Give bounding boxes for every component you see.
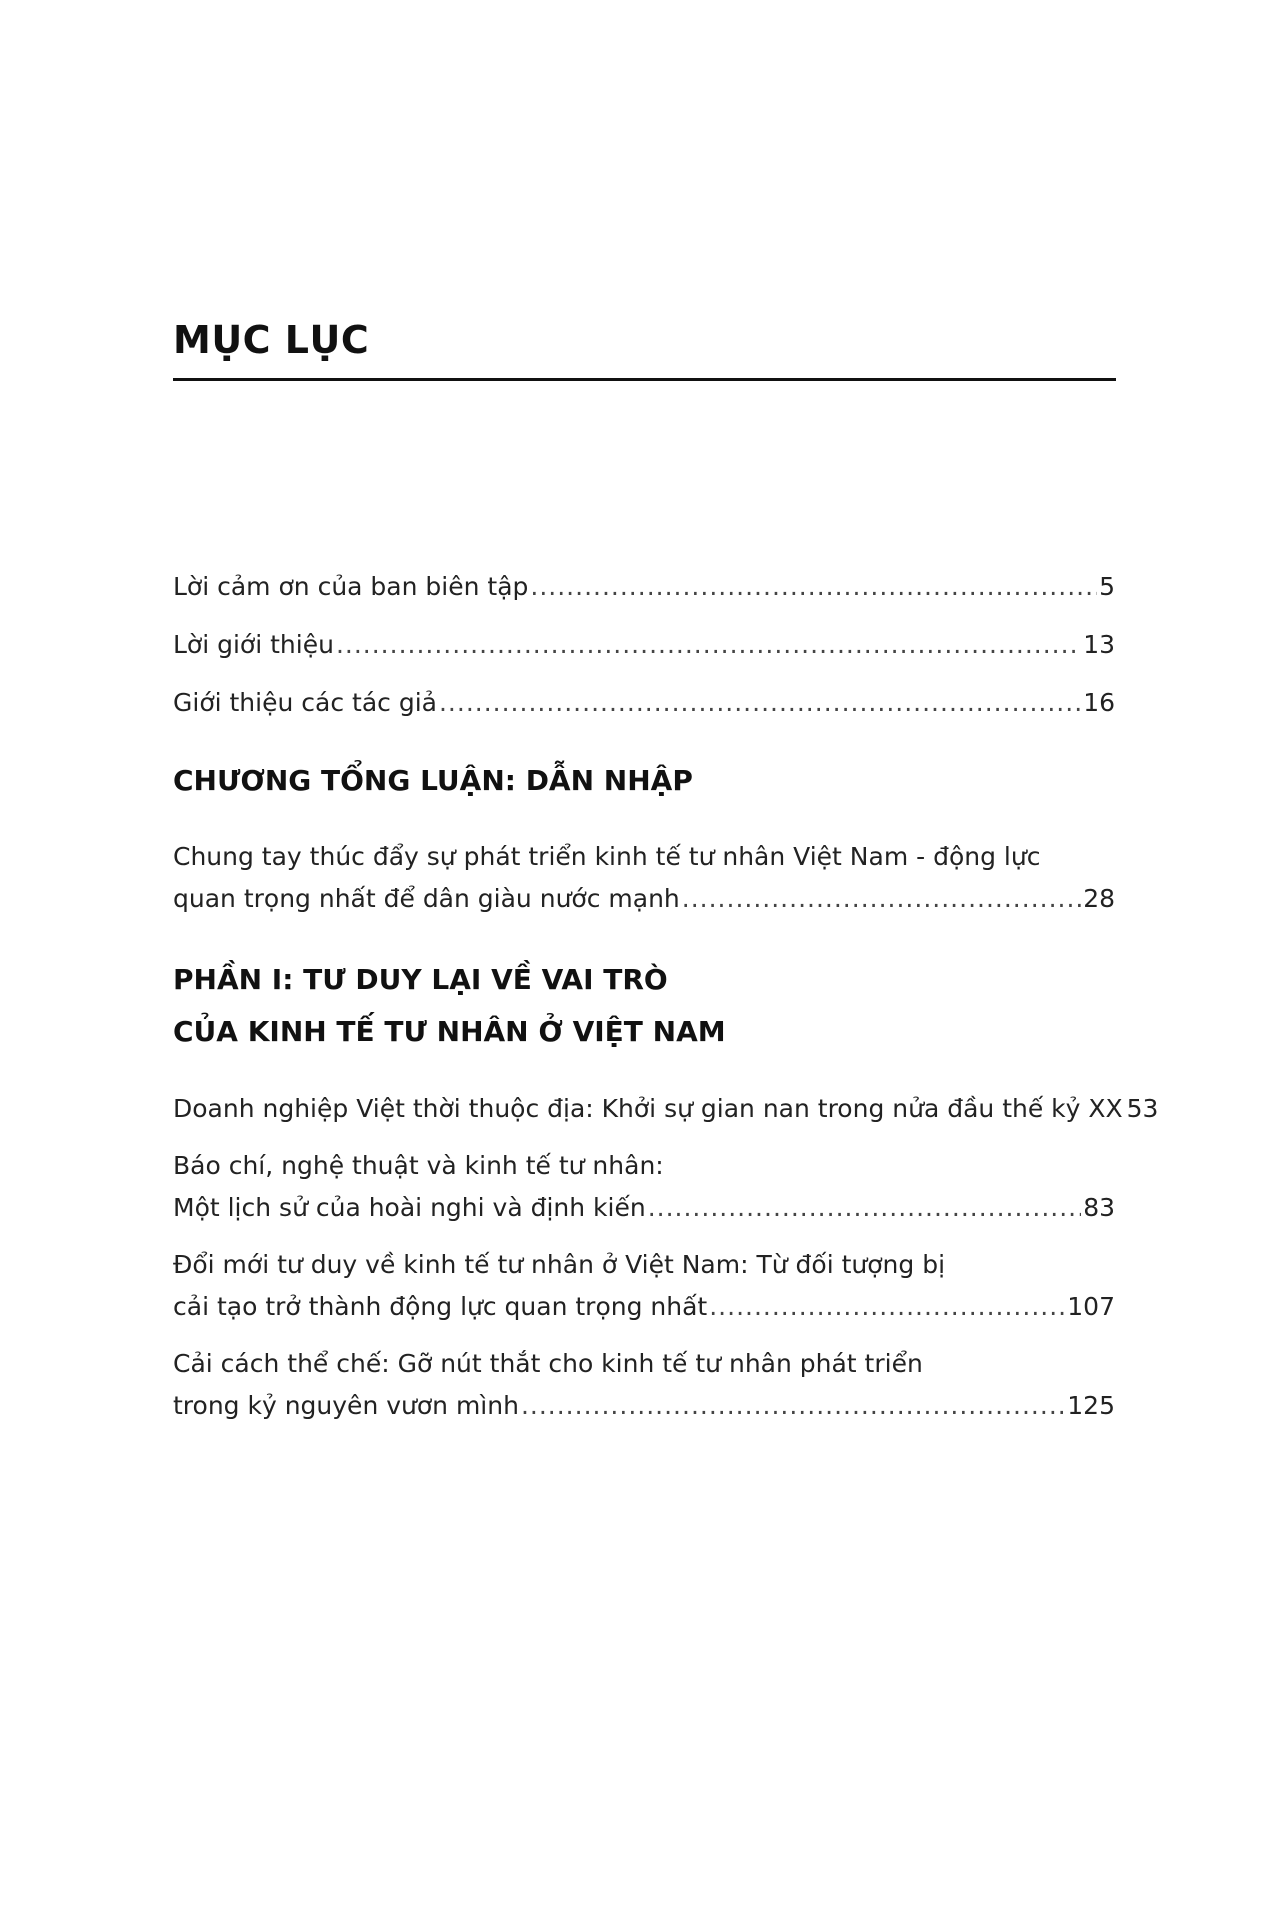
toc-entry-line2: [173, 1286, 1115, 1328]
dot-leader: [682, 878, 1081, 920]
toc-entry-line1: Đổi mới tư duy về kinh tế tư nhân ở Việt Nam: Từ đối tượng bị: [173, 1250, 946, 1279]
toc-entry-label: Lời cảm ơn của ban biên tập: [173, 572, 529, 601]
toc-entry-page: 107: [1067, 1292, 1115, 1321]
dot-leader: [521, 1385, 1065, 1427]
toc-entry-press-art[interactable]: [173, 1145, 1115, 1229]
toc-entry-label: quan trọng nhất để dân giàu nước mạnh: [173, 884, 680, 913]
toc-entry-line1: Báo chí, nghệ thuật và kinh tế tư nhân:: [173, 1151, 664, 1180]
toc-entry-line1: Cải cách thể chế: Gỡ nút thắt cho kinh tế tư nhân phát triển: [173, 1349, 923, 1378]
part1-section: [173, 954, 1115, 1058]
toc-entry-page: 53: [1126, 1094, 1159, 1123]
page-title: MỤC LỤC: [173, 318, 370, 362]
toc-entry-page: 5: [1099, 572, 1115, 601]
dot-leader: [530, 566, 1097, 608]
dot-leader: [336, 624, 1081, 666]
toc-entry-page: 83: [1083, 1193, 1115, 1222]
part1-entries: [173, 1088, 1159, 1427]
toc-entry-page: 16: [1083, 688, 1115, 717]
toc-entry-line2: [173, 1187, 1115, 1229]
toc-entry-colonial-enterprise[interactable]: [173, 1088, 1159, 1130]
toc-entry-line1: Chung tay thúc đẩy sự phát triển kinh tế tư nhân Việt Nam - động lực: [173, 842, 1041, 871]
toc-entry-line2: [173, 1385, 1115, 1427]
section-heading-line1: PHẦN I: TƯ DUY LẠI VỀ VAI TRÒ: [173, 963, 668, 996]
front-matter-list: [173, 566, 1115, 724]
section-heading: CHƯƠNG TỔNG LUẬN: DẪN NHẬP: [173, 764, 693, 797]
toc-entry-acknowledgements[interactable]: [173, 566, 1115, 608]
toc-entry-renovation[interactable]: [173, 1244, 1115, 1328]
toc-entry-label: Lời giới thiệu: [173, 630, 334, 659]
toc-entry-page: 28: [1083, 884, 1115, 913]
dot-leader: [439, 682, 1081, 724]
toc-entry-page: 125: [1067, 1391, 1115, 1420]
toc-entry-label: cải tạo trở thành động lực quan trọng nhất: [173, 1292, 708, 1321]
toc-entry-label: Doanh nghiệp Việt thời thuộc địa: Khởi sự gian nan trong nửa đầu thế kỷ XX: [173, 1094, 1123, 1123]
toc-entry-line2: [173, 878, 1115, 920]
chapter-overview-entries: [173, 836, 1115, 920]
dot-leader: [709, 1286, 1065, 1328]
toc-entry-overview[interactable]: [173, 836, 1115, 920]
toc-entry-label: trong kỷ nguyên vươn mình: [173, 1391, 519, 1420]
dot-leader: [648, 1187, 1082, 1229]
toc-entry-authors[interactable]: [173, 682, 1115, 724]
toc-entry-introduction[interactable]: [173, 624, 1115, 666]
toc-entry-label: Giới thiệu các tác giả: [173, 688, 437, 717]
toc-entry-label: Một lịch sử của hoài nghi và định kiến: [173, 1193, 646, 1222]
section-heading-line2: CỦA KINH TẾ TƯ NHÂN Ở VIỆT NAM: [173, 1015, 726, 1048]
chapter-overview-section: [173, 755, 1115, 807]
toc-entry-page: 13: [1083, 630, 1115, 659]
toc-entry-institutional-reform[interactable]: [173, 1343, 1115, 1427]
title-underline: [173, 378, 1116, 381]
